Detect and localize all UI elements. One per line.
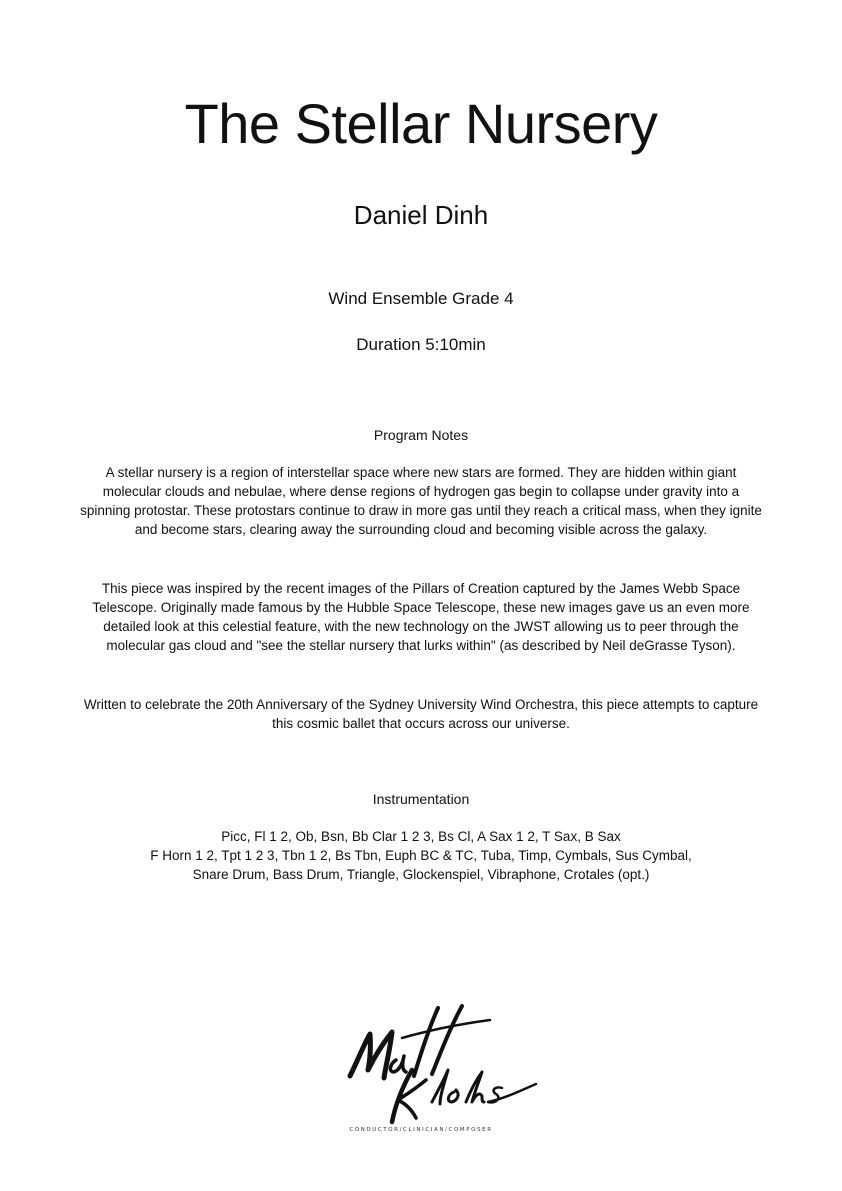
piece-title: The Stellar Nursery bbox=[184, 92, 658, 155]
instrumentation-heading: Instrumentation bbox=[372, 791, 470, 807]
signature-logo bbox=[340, 998, 540, 1128]
instrumentation-line: Picc, Fl 1 2, Ob, Bsn, Bb Clar 1 2 3, Bs Cl, A Sax 1 2, T Sax, B Sax bbox=[221, 829, 621, 844]
logo-tagline: CONDUCTOR/CLINICIAN/COMPOSER bbox=[349, 1127, 493, 1133]
instrumentation-line: Snare Drum, Bass Drum, Triangle, Glockenspiel, Vibraphone, Crotales (opt.) bbox=[192, 867, 650, 882]
program-notes-heading: Program Notes bbox=[373, 427, 469, 443]
instrumentation-line: F Horn 1 2, Tpt 1 2 3, Tbn 1 2, Bs Tbn, Euph BC & TC, Tuba, Timp, Cymbals, Sus Cymbal, bbox=[150, 848, 692, 863]
program-notes-paragraph: Written to celebrate the 20th Anniversary of the Sydney University Wind Orchestra, this piece attempts to capture this cosmic ballet that occurs across our universe. bbox=[83, 697, 759, 731]
ensemble-grade: Wind Ensemble Grade 4 bbox=[328, 289, 514, 308]
duration: Duration 5:10min bbox=[356, 335, 486, 354]
program-notes-paragraph: This piece was inspired by the recent images of the Pillars of Creation captured by the James Webb Space Telescope. Originally made famous by the Hubble Space Telescope, these new images gave us an even more detailed look at this celestial feature, with the new technology on the JWST allowing us to peer through the molecular gas cloud and "see the stellar nursery that lurks within" (as described by Neil deGrasse Tyson). bbox=[92, 581, 750, 653]
composer-name: Daniel Dinh bbox=[353, 200, 489, 230]
program-notes-paragraph: A stellar nursery is a region of interstellar space where new stars are formed. They are hidden within giant molecular clouds and nebulae, where dense regions of hydrogen gas begin to collapse under gravity into a spinning protostar. These protostars continue to draw in more gas until they reach a critical mass, when they ignite and become stars, clearing away the surrounding cloud and becoming visible across the galaxy. bbox=[80, 465, 762, 537]
